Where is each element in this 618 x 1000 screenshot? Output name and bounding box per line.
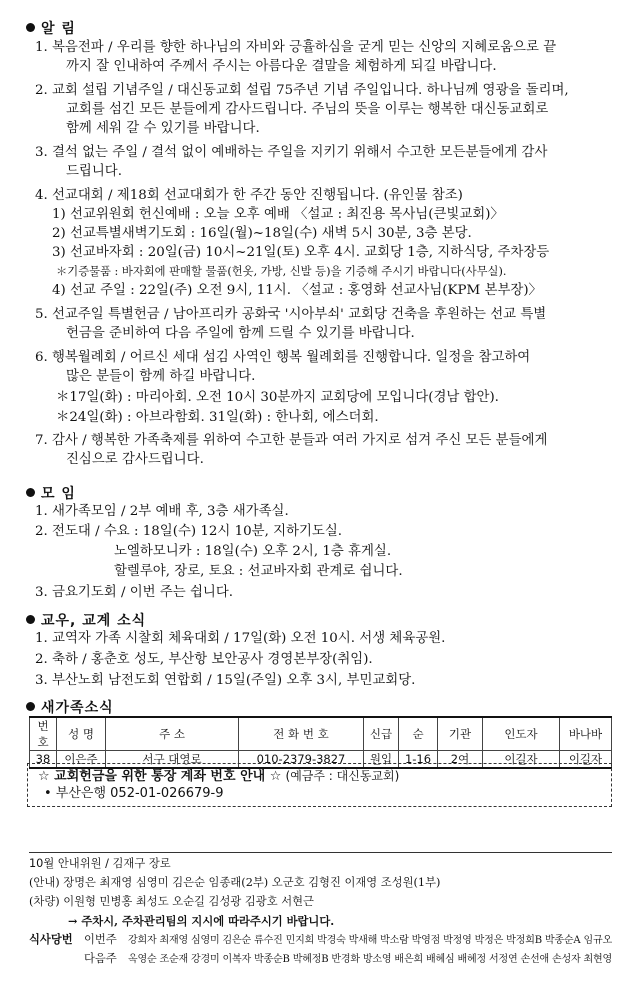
- notice-6-line-2: 많은 분들이 함께 하길 바랍니다.: [66, 369, 256, 384]
- bullet-icon: [26, 488, 35, 497]
- notice-3-line-2: 드립니다.: [66, 164, 122, 179]
- notice-7-line-1: 7. 감사 / 행복한 가족축제를 위하여 수고한 분들과 여러 가지로 섬겨 주신 모든 분들에게: [35, 433, 548, 448]
- meal-this-week-label: 이번주: [84, 933, 117, 946]
- monthly-sub-2: ＊24일(화) : 아브라함회. 31일(화) : 한나회, 에스더회.: [56, 410, 379, 425]
- guide-title: 10월 안내위원 / 김재구 장로: [29, 857, 171, 870]
- meal-next-week-label: 다음주: [84, 952, 117, 965]
- col-guide: 인도자: [483, 717, 560, 751]
- meeting-line-4: 할렐루야, 장로, 토요 : 선교바자회 관계로 쉽니다.: [114, 564, 403, 579]
- mission-sub-4: 4) 선교 주일 : 22일(주) 오전 9시, 11시. 〈설교 : 홍영화 선교사님(KPM 본부장)〉: [52, 283, 542, 298]
- parking-note: → 주차시, 주차관리팀의 지시에 따라주시기 바랍니다.: [68, 914, 335, 928]
- notice-3-line-1: 3. 결석 없는 주일 / 결석 없이 예배하는 주일을 지키기 위해서 수고한 모든분들에게 감사: [35, 145, 548, 160]
- col-number: 번호: [30, 717, 57, 751]
- meal-duty-label: 식사당번: [29, 933, 73, 946]
- news-section-title: 교우, 교계 소식: [26, 610, 146, 630]
- table-header-row: [30, 717, 612, 751]
- offering-title: ☆ 교회헌금을 위한 통장 계좌 번호 안내 ☆: [38, 769, 282, 784]
- col-phone: 전 화 번 호: [239, 717, 364, 751]
- bullet-icon: [26, 615, 35, 624]
- col-barnabas: 바나바: [560, 717, 612, 751]
- cell-number: 38: [30, 751, 57, 769]
- col-name: 성 명: [57, 717, 106, 751]
- notice-7-line-2: 진심으로 감사드립니다.: [66, 452, 204, 467]
- notice-1-line-2: 까지 잘 인내하여 주께서 주시는 아름다운 결말을 체험하게 되길 바랍니다.: [66, 59, 497, 74]
- cell-address: 서구 대영로: [106, 751, 239, 769]
- meal-next-week-names: 옥영순 조순재 강경미 이복자 박종순B 박혜정B 반경화 방소영 배은희 배혜심 배혜정 서정연 손선애 손성자 최현영: [128, 953, 613, 965]
- cell-rank: 원입: [364, 751, 399, 769]
- bullet-icon: [26, 23, 35, 32]
- notice-2-line-3: 함께 세워 갈 수 있기를 바랍니다.: [66, 121, 260, 136]
- cell-org: 2여: [438, 751, 483, 769]
- news-line-1: 1. 교역자 가족 시찰회 체육대회 / 17일(화) 오전 10시. 서생 체육공원.: [35, 631, 446, 646]
- col-address: 주 소: [106, 717, 239, 751]
- meeting-line-2: 2. 전도대 / 수요 : 18일(수) 12시 10분, 지하기도실.: [35, 524, 343, 539]
- notice-1-line-1: 1. 복음전파 / 우리를 향한 하나님의 자비와 긍휼하심을 굳게 믿는 신앙의 지혜로움으로 끝: [35, 40, 557, 55]
- meeting-line-5: 3. 금요기도회 / 이번 주는 쉽니다.: [35, 585, 234, 600]
- col-rank: 신급: [364, 717, 399, 751]
- meeting-line-3: 노엘하모니카 : 18일(수) 오후 2시, 1층 휴게실.: [114, 544, 392, 559]
- new-family-section-title: 새가족소식: [26, 697, 114, 717]
- notices-section-title: 알 림: [26, 18, 76, 38]
- parking-line: (차량) 이원형 민병홍 최성도 오순길 김성광 김광호 서현근: [29, 895, 314, 908]
- notice-5-line-2: 헌금을 준비하여 다음 주일에 함께 드릴 수 있기를 바랍니다.: [66, 326, 415, 341]
- mission-sub-2: 2) 선교특별새벽기도회 : 16일(월)~18일(수) 새벽 5시 30분, 3층 본당.: [52, 226, 472, 241]
- cell-group: 1-16: [399, 751, 438, 769]
- notice-2-line-1: 2. 교회 설립 기념주일 / 대신동교회 설립 75주년 기념 주일입니다. 하나님께 영광을 돌리며,: [35, 83, 569, 98]
- cell-barnabas: 이길자: [560, 751, 612, 769]
- meeting-line-1: 1. 새가족모임 / 2부 예배 후, 3층 새가족실.: [35, 504, 289, 519]
- notice-5-line-1: 5. 선교주일 특별헌금 / 남아프리카 공화국 '시아부쇠' 교회당 건축을 후원하는 선교 특별: [35, 307, 547, 322]
- news-line-2: 2. 축하 / 홍춘호 성도, 부산항 보안공사 경영본부장(취임).: [35, 652, 373, 667]
- col-org: 기관: [438, 717, 483, 751]
- monthly-sub-1: ＊17일(화) : 마리아회. 오전 10시 30분까지 교회당에 모입니다(경남 합안).: [56, 390, 499, 405]
- meal-this-week-names: 강희자 최재영 심영미 김은순 류수진 민지희 박경숙 박새해 박소람 박영점 박정영 박정은 박정희B 박종순A 임규오: [128, 934, 612, 946]
- ushers-line: (안내) 장명은 최재영 심영미 김은순 임종래(2부) 오군호 김형진 이재영 조성원(1부): [29, 876, 441, 889]
- divider: [29, 852, 612, 853]
- new-family-table: [29, 716, 612, 769]
- notice-2-line-2: 교회를 섬긴 모든 분들에게 감사드립니다. 주님의 뜻을 이루는 행복한 대신동교회로: [66, 102, 549, 117]
- cell-guide: 이길자: [483, 751, 560, 769]
- offering-holder: (예금주 : 대신동교회): [285, 769, 400, 783]
- offering-account: • 부산은행 052-01-026679-9: [44, 786, 224, 801]
- col-group: 순: [399, 717, 438, 751]
- cell-name: 이은주: [57, 751, 106, 769]
- cell-phone: 010-2379-3827: [239, 751, 364, 769]
- meetings-section-title: 모 임: [26, 483, 76, 503]
- mission-donation-note: ＊기증물품 : 바자회에 판매할 물품(헌옷, 가방, 신발 등)을 기증해 주시기 바랍니다(사무실).: [56, 265, 507, 278]
- mission-sub-1: 1) 선교위원회 헌신예배 : 오늘 오후 예배 〈설교 : 최진용 목사님(큰빛교회)〉: [52, 207, 504, 222]
- offering-title-line: [38, 767, 399, 786]
- mission-sub-3: 3) 선교바자회 : 20일(금) 10시~21일(토) 오후 4시. 교회당 1층, 지하식당, 주차장등: [52, 245, 550, 260]
- news-line-3: 3. 부산노회 남전도회 연합회 / 15일(주일) 오후 3시, 부민교회당.: [35, 673, 416, 688]
- notice-6-line-1: 6. 행복월례회 / 어르신 세대 섬김 사역인 행복 월례회를 진행합니다. 일정을 참고하여: [35, 350, 531, 365]
- offering-account-box: [27, 763, 612, 807]
- notice-4-line-1: 4. 선교대회 / 제18회 선교대회가 한 주간 동안 진행됩니다. (유인물 참조): [35, 188, 463, 203]
- bullet-icon: [26, 702, 35, 711]
